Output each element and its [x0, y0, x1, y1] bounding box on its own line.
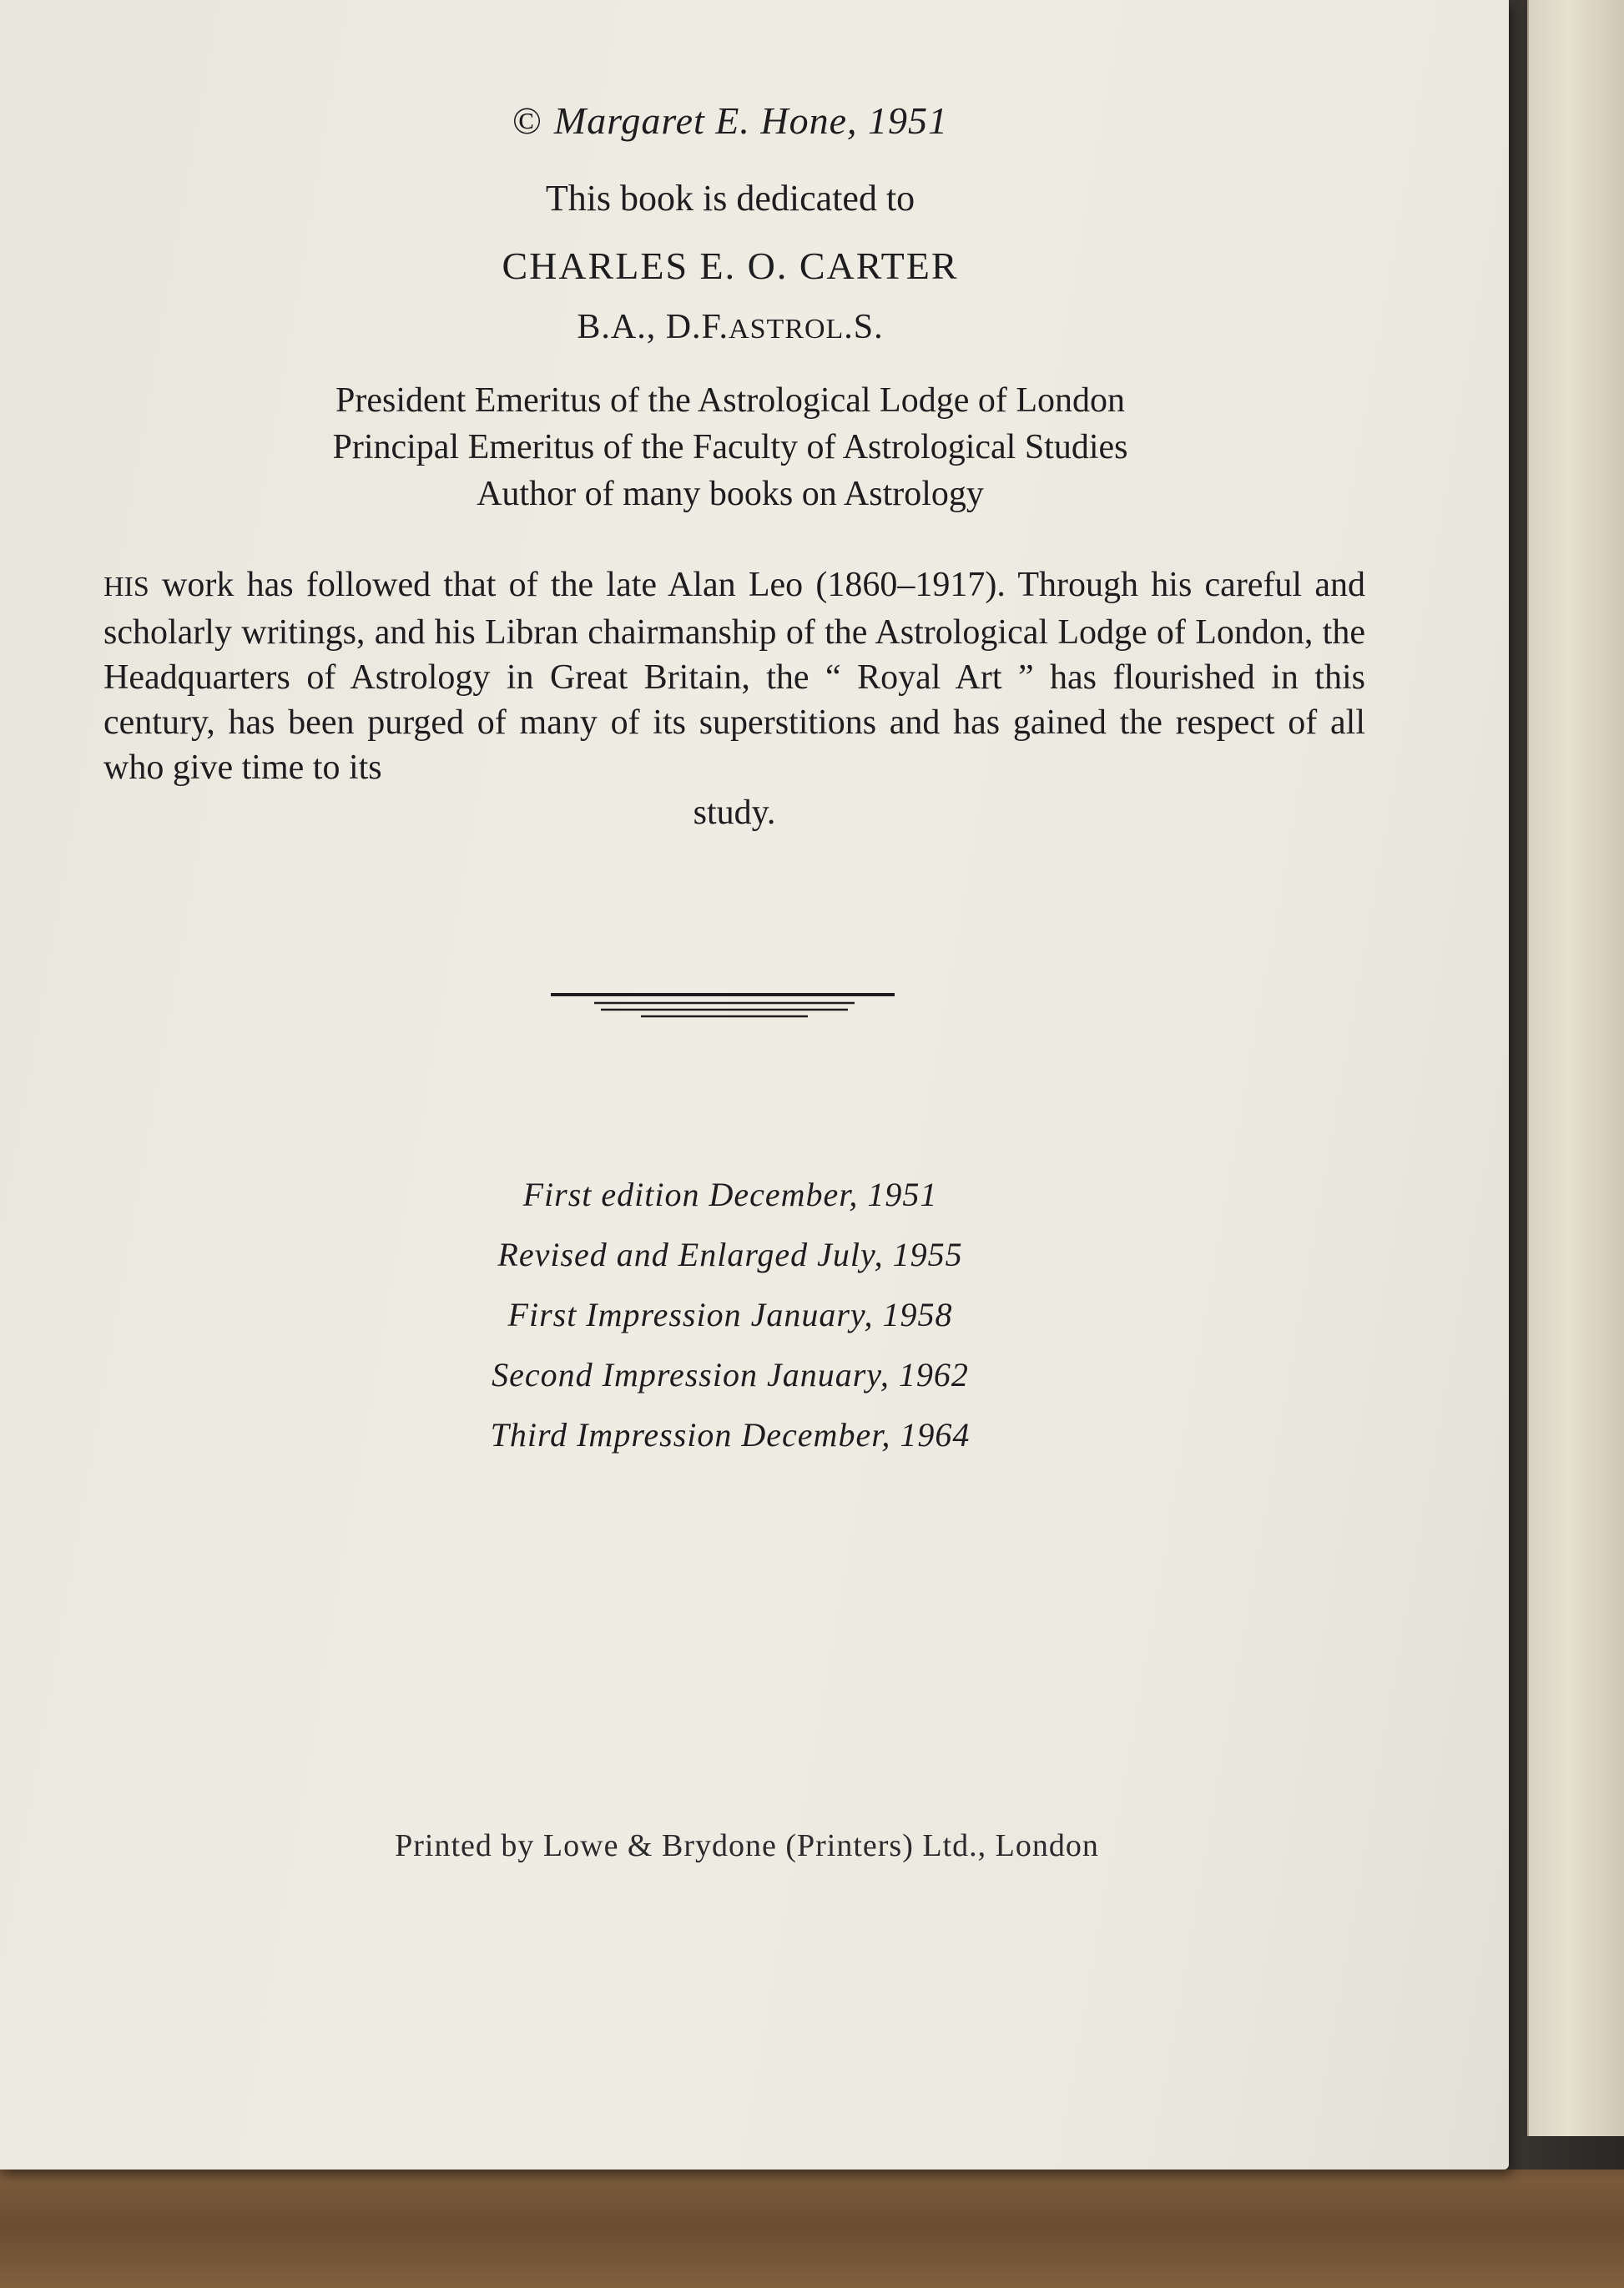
- tribute-paragraph: [103, 562, 1365, 835]
- dedicatee-roles: [0, 377, 1460, 517]
- printer-line: Printed by Lowe & Brydone (Printers) Ltd., London: [395, 1828, 1099, 1863]
- edition-line: Second Impression January, 1962: [492, 1356, 969, 1393]
- dedicatee-credentials: [0, 307, 1460, 347]
- edition-line: First edition December, 1951: [522, 1176, 938, 1213]
- ornamental-rule: [551, 986, 895, 1020]
- copyright-symbol: ©: [512, 99, 542, 142]
- tribute-text: work has followed that of the late Alan Leo (1860–1917). Through his careful and scholarly writings, and his Libran chairmanship of the Astrological Lodge of London, the Headquarters of Astrology in Great Britain, the “ Royal Art ” has flourished in this century, has been purged of many of its superstitions and has gained the respect of all who give time to its: [103, 566, 1365, 787]
- edition-line: Third Impression December, 1964: [490, 1416, 971, 1454]
- tribute-last-line: study.: [693, 794, 776, 832]
- credentials-suffix: .S.: [844, 308, 884, 346]
- copyright-line: [0, 98, 1460, 143]
- credentials-small-caps: ASTROL: [729, 314, 845, 345]
- edition-history: [0, 1165, 1460, 1465]
- dedication-intro: This book is dedicated to: [545, 178, 915, 219]
- dedicatee-name: CHARLES E. O. CARTER: [502, 244, 959, 287]
- role-line: Principal Emeritus of the Faculty of Astrological Studies: [332, 428, 1128, 466]
- credentials-prefix: B.A., D.F.: [577, 308, 729, 346]
- copyright-text: Margaret E. Hone, 1951: [553, 99, 949, 142]
- facing-page-edge: [1527, 0, 1624, 2136]
- edition-line: Revised and Enlarged July, 1955: [497, 1236, 963, 1273]
- edition-line: First Impression January, 1958: [507, 1296, 953, 1333]
- role-line: Author of many books on Astrology: [477, 475, 984, 513]
- tribute-first-word: HIS: [103, 572, 149, 602]
- role-line: President Emeritus of the Astrological Lodge of London: [335, 381, 1125, 420]
